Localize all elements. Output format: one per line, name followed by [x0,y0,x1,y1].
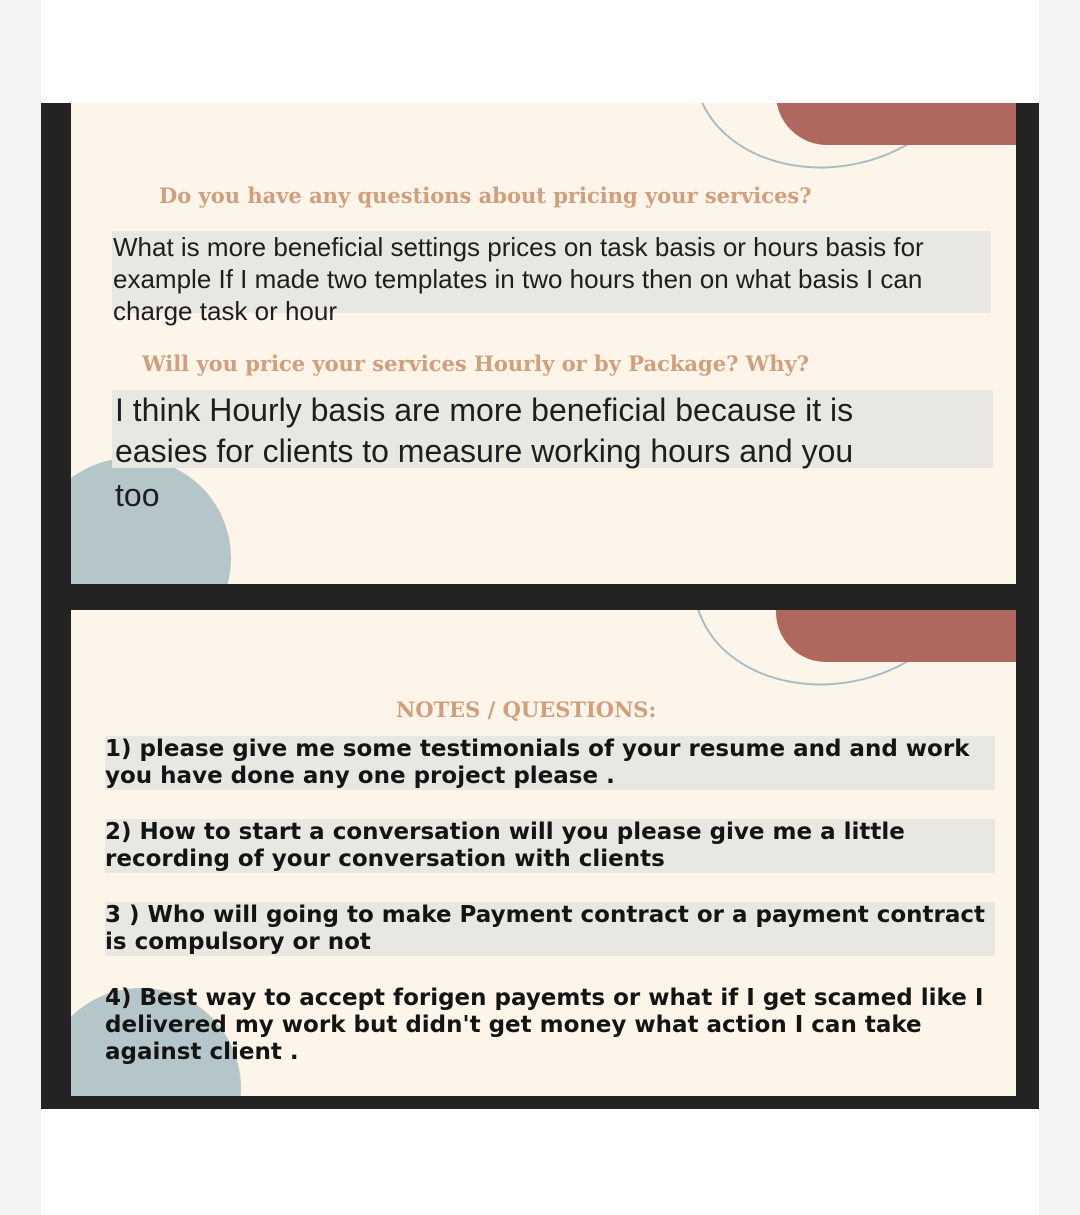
notes-heading: NOTES / QUESTIONS: [396,697,657,722]
right-margin [1039,0,1080,1215]
note-item: 4) Best way to accept forigen payemts or what if I get scamed like I delivered my work but didn't get money what action I can take against client . [105,985,984,1065]
hourly-answer-line: I think Hourly basis are more beneficial because it is [115,392,854,428]
notes-list [105,736,995,1095]
note-item: 3 ) Who will going to make Payment contract or a payment contract is compulsory or not [105,902,995,956]
hourly-answer-line: too [115,477,160,513]
note-item: 2) How to start a conversation will you please give me a little recording of your conversation with clients [105,819,995,873]
slide-notes-questions [71,610,1016,1096]
hourly-answer-line: easies for clients to measure working hours and you [115,433,854,469]
pricing-question-heading: Do you have any questions about pricing your services? [159,183,812,208]
pricing-answer-text: What is more beneficial settings prices on task basis or hours basis for example If I made two templates in two hours then on what basis I can charge task or hour [112,231,991,313]
decorative-terracotta-blob [776,103,1016,145]
hourly-package-question-heading: Will you price your services Hourly or by Package? Why? [142,351,810,376]
hourly-answer-box [112,390,993,468]
decorative-terracotta-blob [776,610,1016,662]
left-margin [0,0,41,1215]
note-item: 1) please give me some testimonials of your resume and and work you have done any one project please . [105,736,995,790]
slide-pricing [71,103,1016,584]
